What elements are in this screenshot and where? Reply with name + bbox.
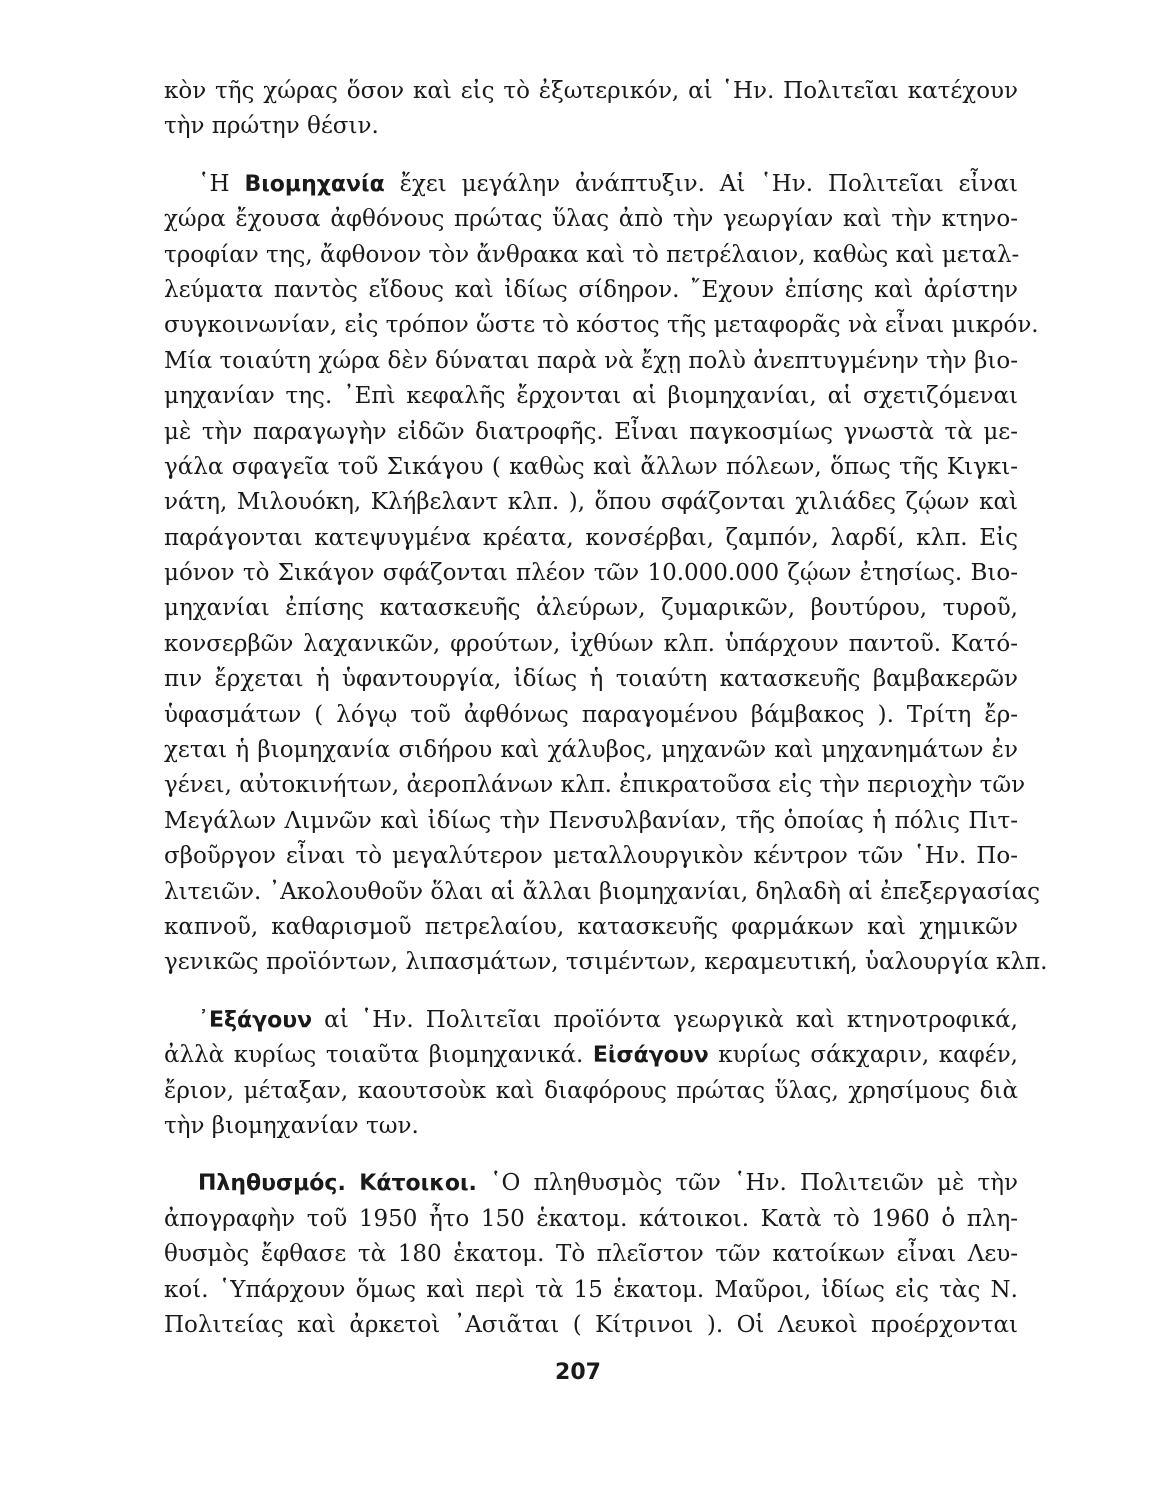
text-line: τροφίαν της, ἄφθονον τὸν ἄνθρακα καὶ τὸ πετρέλαιον, καθὼς καὶ μεταλ- [164,241,1020,268]
export-heading: ᾿Εξάγουν [198,1007,313,1033]
lead-text: κυρίως σάκχαριν, καφέν, [708,1042,1018,1069]
text-line: λεύματα παντὸς εἴδους καὶ ἰδίως σίδηρον. ῎Εχουν ἐπίσης καὶ ἀρίστην [164,276,1018,303]
text-line: γάλα σφαγεῖα τοῦ Σικάγου ( καθὼς καὶ ἄλλων πόλεων, ὅπως τῆς Κιγκι- [164,453,1018,480]
text-line: συγκοινωνίαν, εἰς τρόπον ὥστε τὸ κόστος τῆς μεταφορᾶς νὰ εἶναι μικρόν. [164,312,1039,339]
text-line: Μία τοιαύτη χώρα δὲν δύναται παρὰ νὰ ἔχῃ πολὺ ἀνεπτυγμένην τὴν βιο- [164,347,1018,374]
text-line: μηχανίαν της. ᾿Επὶ κεφαλῆς ἔρχονται αἱ βιομηχανίαι, αἱ σχετιζόμεναι [164,383,1018,410]
lead-text: ἀλλὰ κυρίως τοιαῦτα βιομηχανικά. [164,1042,593,1069]
text-line: παράγονται κατεψυγμένα κρέατα, κονσέρβαι, ζαμπόν, λαρδί, κλπ. Εἰς [164,524,1018,551]
trade-paragraph [164,1003,1018,1145]
text-line: ἀπογραφὴν τοῦ 1950 ἦτο 150 ἑκατομ. κάτοικοι. Κατὰ τὸ 1960 ὁ πλη- [164,1205,1018,1232]
industry-heading: Βιομηχανία [244,171,385,197]
import-heading: Εἰσάγουν [592,1043,709,1069]
text-line: μὲ τὴν παραγωγὴν εἰδῶν διατροφῆς. Εἶναι παγκοσμίως γνωστὰ τὰ με- [164,418,1018,445]
lead-text: ῾Η [198,170,245,197]
text-line: τὴν βιομηχανίαν των. [164,1112,419,1139]
text-line [164,167,1018,202]
intro-paragraph [164,74,1018,145]
text-line: θυσμὸς ἔφθασε τὰ 180 ἑκατομ. Τὸ πλεῖστον τῶν κατοίκων εἶναι Λευ- [164,1241,1018,1268]
text-line: καπνοῦ, καθαρισμοῦ πετρελαίου, κατασκευῆς φαρμάκων καὶ χημικῶν [164,913,1018,940]
text-line: κὸν τῆς χώρας ὅσον καὶ εἰς τὸ ἐξωτερικόν, αἱ ῾Ην. Πολιτεῖαι κατέχουν [164,78,1018,104]
text-line: σβοῦργον εἶναι τὸ μεγαλύτερον μεταλλουργικὸν κέντρον τῶν ῾Ην. Πο- [164,843,1018,870]
lead-text: αἱ ῾Ην. Πολιτεῖαι προϊόντα γεωργικὰ καὶ κτηνοτροφικά, [312,1006,1018,1033]
text-line: κονσερβῶν λαχανικῶν, φρούτων, ἰχθύων κλπ. ὑπάρχουν παντοῦ. Κατό- [164,630,1018,657]
text-line: Πολιτείας καὶ ἀρκετοὶ ᾿Ασιᾶται ( Κίτρινοι ). Οἱ Λευκοὶ προέρχονται [164,1311,1018,1338]
population-heading: Πληθυσμός. Κάτοικοι. [198,1171,477,1197]
text-line [164,1038,1018,1073]
text-line: ἔριον, μέταξαν, καουτσοὺκ καὶ διαφόρους πρώτας ὕλας, χρησίμους διὰ [164,1077,1018,1104]
text-line: γενικῶς προϊόντων, λιπασμάτων, τσιμέντων, κεραμευτική, ὑαλουργία κλπ. [164,949,1048,976]
text-line: μόνον τὸ Σικάγον σφάζονται πλέον τῶν 10.000.000 ζῴων ἐτησίως. Βιο- [164,560,1018,587]
text-line: τὴν πρώτην θέσιν. [164,113,379,140]
text-line [164,1003,1018,1038]
text-line: Μεγάλων Λιμνῶν καὶ ἰδίως τὴν Πενσυλβανίαν, τῆς ὁποίας ἡ πόλις Πιτ- [164,807,1018,834]
text-line: γένει, αὐτοκινήτων, ἀεροπλάνων κλπ. ἐπικρατοῦσα εἰς τὴν περιοχὴν τῶν [164,772,1026,799]
text-line: πιν ἔρχεται ἡ ὑφαντουργία, ἰδίως ἡ τοιαύτη κατασκευῆς βαμβακερῶν [164,666,1018,693]
text-line: χώρα ἔχουσα ἀφθόνους πρώτας ὕλας ἀπὸ τὴν γεωργίαν καὶ τὴν κτηνο- [164,206,1018,233]
text-line: λιτειῶν. ᾿Ακολουθοῦν ὅλαι αἱ ἄλλαι βιομηχανίαι, δηλαδὴ αἱ ἐπεξεργασίας [164,878,1040,905]
text-line: νάτη, Μιλουόκη, Κλήβελαντ κλπ. ), ὅπου σφάζονται χιλιάδες ζῴων καὶ [164,489,1018,516]
industry-paragraph [164,167,1048,981]
lead-text: ἔχει μεγάλην ἀνάπτυξιν. Αἱ ῾Ην. Πολιτεῖαι εἶναι [384,170,1018,197]
text-line: ὑφασμάτων ( λόγῳ τοῦ ἀφθόνως παραγομένου βάμβακος ). Τρίτη ἔρ- [164,701,1018,728]
text-line: χεται ἡ βιομηχανία σιδήρου καὶ χάλυβος, μηχανῶν καὶ μηχανημάτων ἐν [164,737,1018,764]
text-line: κοί. ῾Υπάρχουν ὅμως καὶ περὶ τὰ 15 ἑκατομ. Μαῦροι, ἰδίως εἰς τὰς Ν. [164,1276,1018,1303]
paragraph-gap [164,1144,1018,1166]
population-paragraph [164,1166,1018,1343]
text-line [164,1166,1018,1201]
paragraph-gap [164,981,1018,1003]
page-body [164,74,1048,1343]
paragraph-gap [164,145,1018,167]
text-line: μηχανίαι ἐπίσης κατασκευῆς ἀλεύρων, ζυμαρικῶν, βουτύρου, τυροῦ, [164,595,1018,622]
page-number: 207 [555,1360,601,1385]
lead-text: ῾Ο πληθυσμὸς τῶν ῾Ην. Πολιτειῶν μὲ τὴν [476,1170,1018,1197]
